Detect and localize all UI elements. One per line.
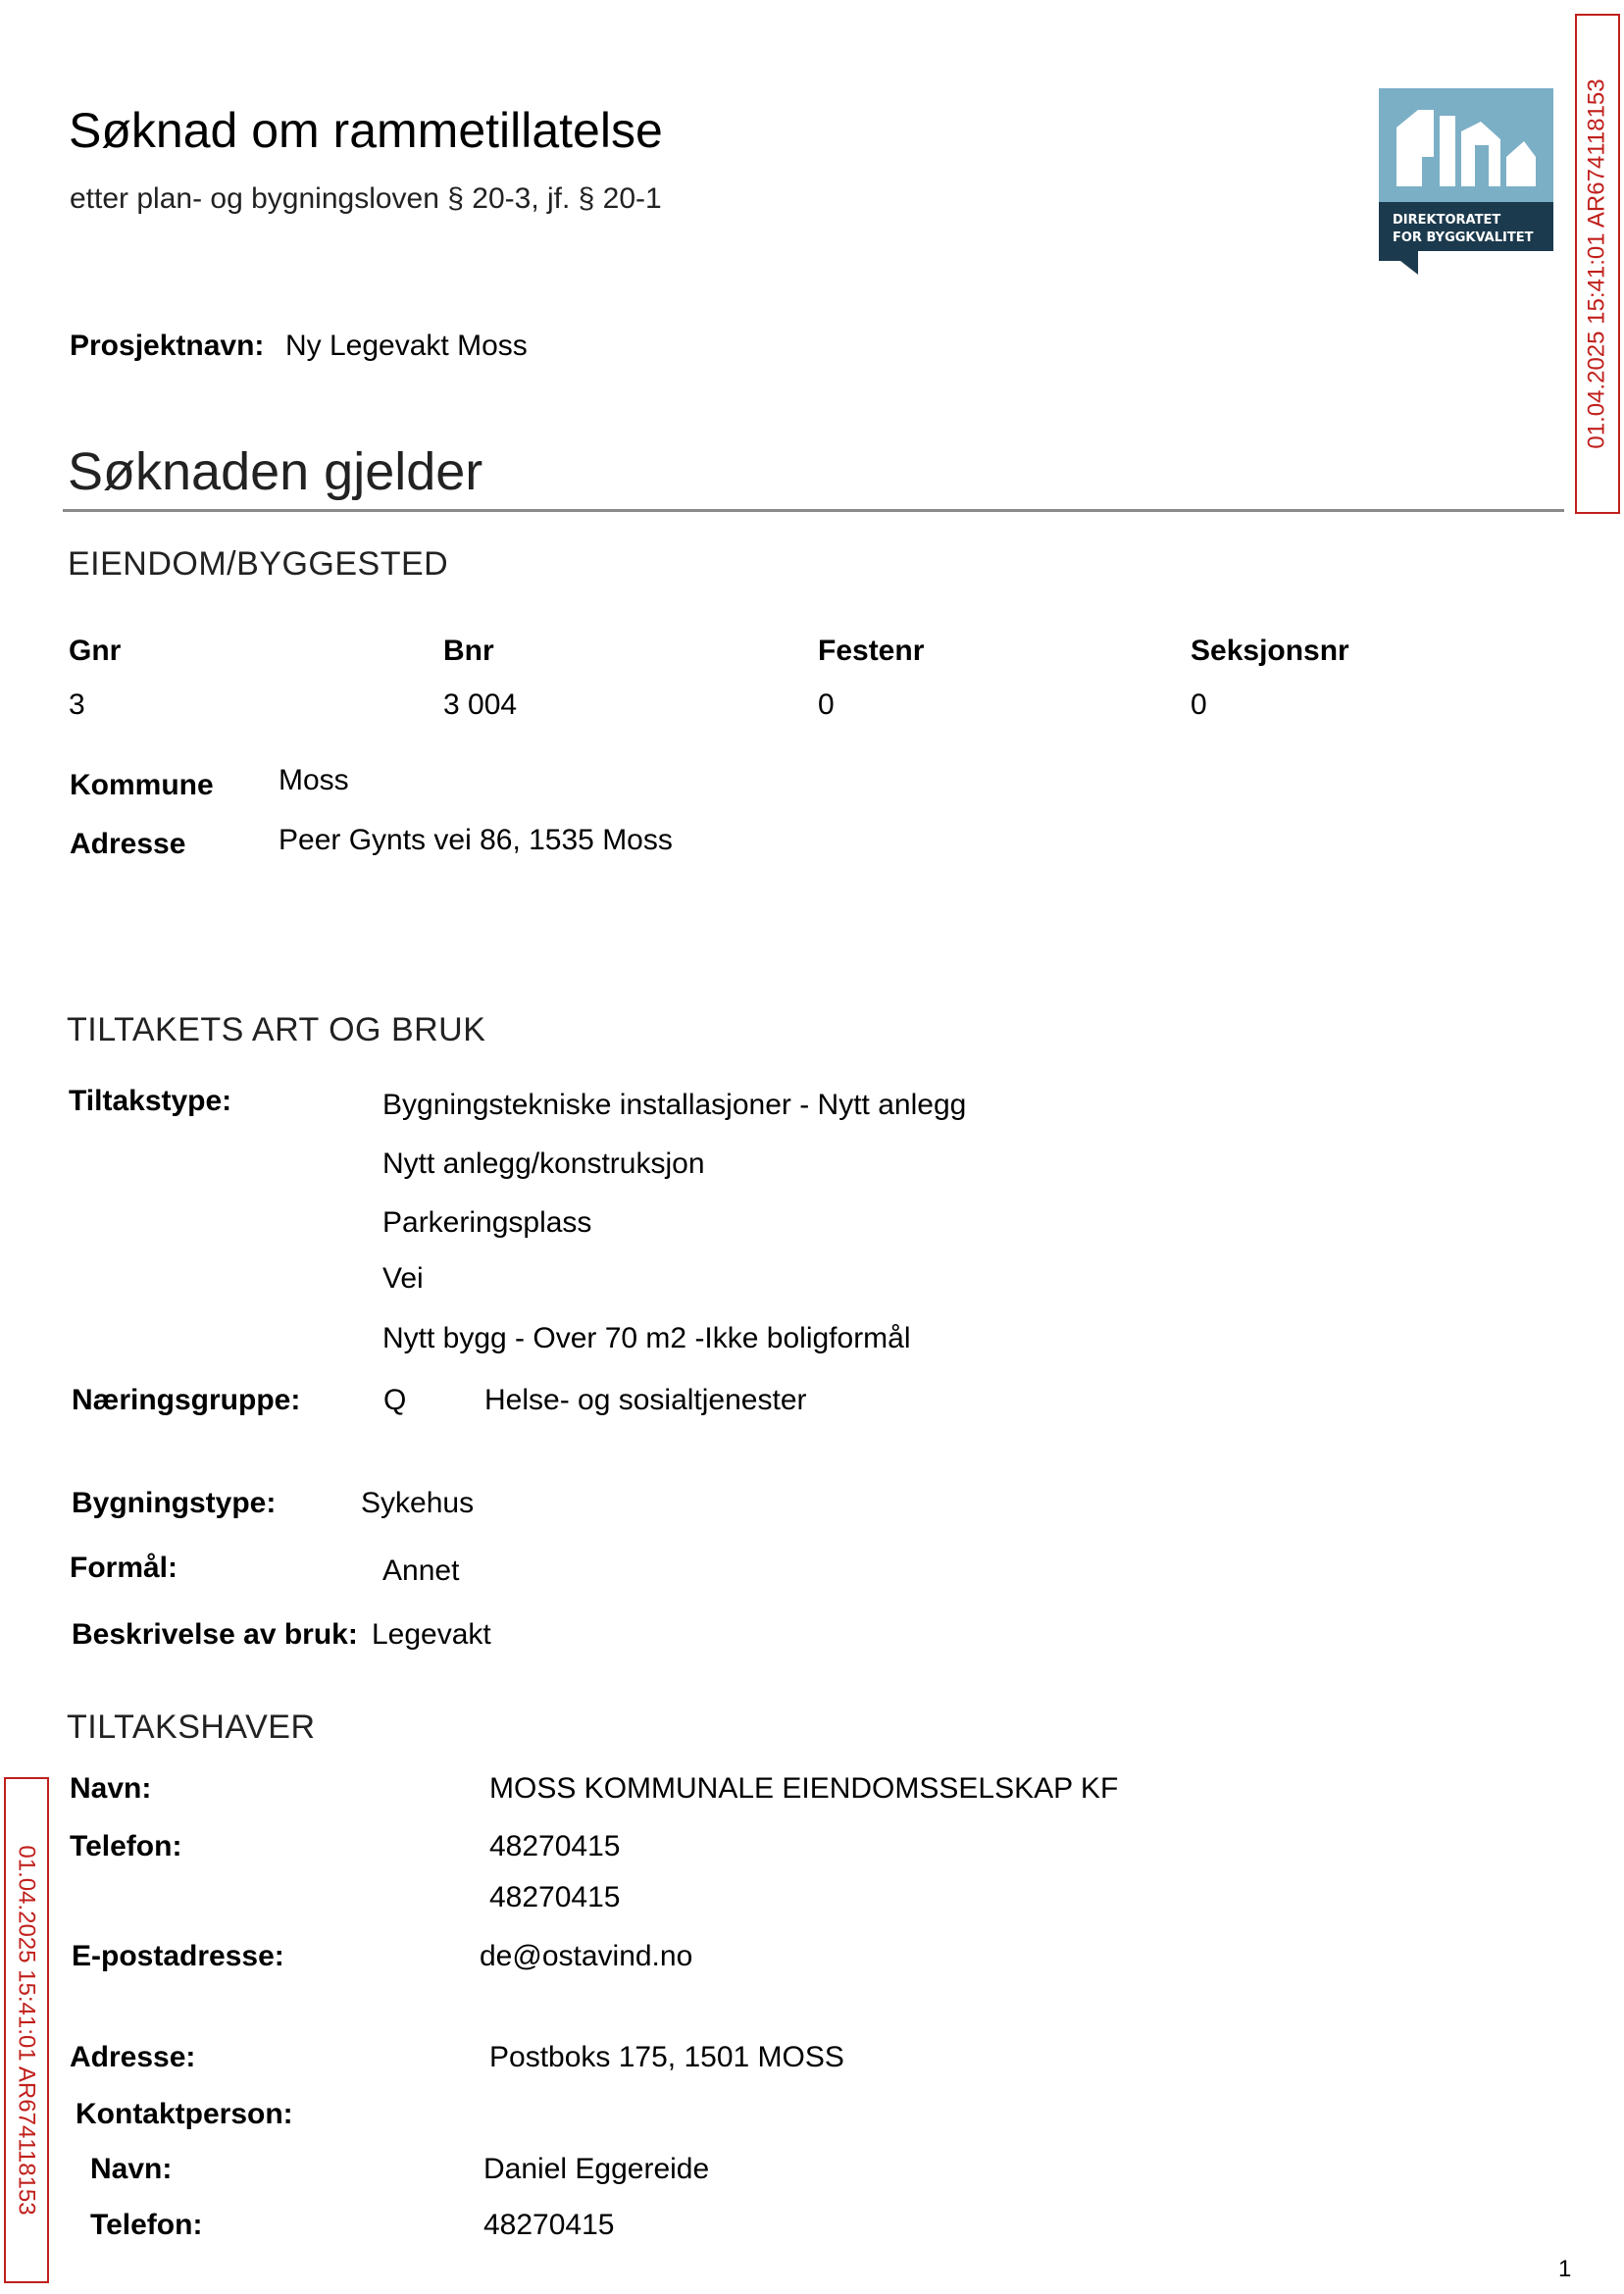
kontaktperson-navn-label: Navn: [90, 2153, 173, 2185]
project-name-label: Prosjektnavn: [70, 330, 265, 362]
logo-line-1: DIREKTORATET [1393, 213, 1501, 228]
page-number: 1 [1558, 2256, 1572, 2282]
tiltakshaver-telefon-label: Telefon: [70, 1830, 182, 1862]
kontaktperson-telefon-label: Telefon: [90, 2209, 203, 2241]
naeringsgruppe-label: Næringsgruppe: [72, 1384, 301, 1416]
tiltakshaver-navn-value: MOSS KOMMUNALE EIENDOMSSELSKAP KF [489, 1772, 1119, 1805]
tiltakstype-item: Nytt bygg - Over 70 m2 -Ikke boligformål [382, 1322, 911, 1354]
dibk-logo [1379, 88, 1553, 275]
tiltakshaver-telefon-value: 48270415 [489, 1830, 621, 1862]
kontaktperson-telefon-value: 48270415 [483, 2209, 615, 2241]
bnr-value: 3 004 [443, 688, 518, 721]
tiltakstype-item: Nytt anlegg/konstruksjon [382, 1147, 705, 1180]
tiltak-heading: TILTAKETS ART OG BRUK [67, 1011, 486, 1048]
tiltakshaver-heading: TILTAKSHAVER [67, 1708, 316, 1746]
tiltakshaver-navn-label: Navn: [70, 1772, 152, 1805]
beskrivelse-value: Legevakt [372, 1618, 491, 1651]
naeringsgruppe-value: Helse- og sosialtjenester [484, 1384, 807, 1416]
document-title: Søknad om rammetillatelse [69, 103, 663, 158]
naeringsgruppe-code: Q [383, 1384, 407, 1416]
section-title: Søknaden gjelder [68, 442, 483, 501]
tiltakshaver-adresse-label: Adresse: [70, 2041, 196, 2073]
tiltakstype-item: Bygningstekniske installasjoner - Nytt anlegg [382, 1089, 967, 1121]
epost-label: E-postadresse: [72, 1940, 284, 1972]
bygningstype-label: Bygningstype: [72, 1487, 277, 1519]
festenr-label: Festenr [818, 635, 925, 667]
kontaktperson-navn-value: Daniel Eggereide [483, 2153, 710, 2185]
adresse-value: Peer Gynts vei 86, 1535 Moss [279, 824, 673, 856]
kontaktperson-label: Kontaktperson: [76, 2098, 293, 2130]
epost-value: de@ostavind.no [480, 1940, 693, 1972]
kommune-label: Kommune [70, 769, 214, 801]
logo-line-2: FOR BYGGKVALITET [1393, 230, 1534, 245]
bygningstype-value: Sykehus [361, 1487, 475, 1519]
document-subtitle: etter plan- og bygningsloven § 20-3, jf. § 20-1 [70, 182, 662, 215]
project-name-value: Ny Legevakt Moss [285, 330, 528, 362]
formal-label: Formål: [70, 1552, 178, 1584]
festenr-value: 0 [818, 688, 835, 721]
gnr-value: 3 [69, 688, 85, 721]
adresse-label: Adresse [70, 828, 186, 860]
section-divider [63, 509, 1564, 512]
seksjonsnr-label: Seksjonsnr [1191, 635, 1349, 667]
bnr-label: Bnr [443, 635, 494, 667]
tiltakshaver-telefon-value-2: 48270415 [489, 1881, 621, 1913]
tiltakshaver-adresse-value: Postboks 175, 1501 MOSS [489, 2041, 844, 2073]
seksjonsnr-value: 0 [1191, 688, 1207, 721]
archive-stamp-text: 01.04.2025 15:41:01 AR674118153 [14, 1845, 40, 2216]
tiltakstype-item: Vei [382, 1262, 424, 1295]
archive-stamp-right [1575, 14, 1620, 514]
property-heading: EIENDOM/BYGGESTED [68, 545, 449, 583]
tiltakstype-label: Tiltakstype: [69, 1085, 232, 1117]
dibk-logo-icon [1379, 88, 1553, 275]
beskrivelse-label: Beskrivelse av bruk: [72, 1618, 358, 1651]
archive-stamp-text: 01.04.2025 15:41:01 AR674118153 [1584, 78, 1610, 449]
formal-value: Annet [382, 1555, 460, 1587]
kommune-value: Moss [279, 764, 349, 796]
archive-stamp-left [4, 1777, 49, 2283]
gnr-label: Gnr [69, 635, 122, 667]
tiltakstype-item: Parkeringsplass [382, 1206, 592, 1239]
